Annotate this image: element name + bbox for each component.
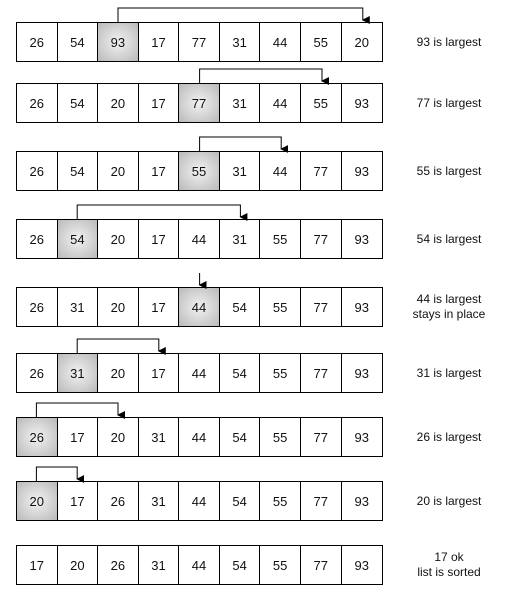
list-cell: 26: [17, 220, 58, 258]
list-cell: 20: [98, 152, 139, 190]
list-row-8: [16, 481, 383, 521]
row-caption: [385, 550, 513, 580]
list-cell: 31: [220, 220, 261, 258]
list-cell-largest: 55: [179, 152, 220, 190]
list-cell: 77: [301, 546, 342, 584]
list-cell: 93: [342, 482, 383, 520]
list-cell: 44: [179, 354, 220, 392]
caption-line: list is sorted: [417, 565, 481, 579]
list-cell-largest: 31: [58, 354, 99, 392]
list-cell: 93: [342, 418, 383, 456]
list-cell: 31: [58, 288, 99, 326]
list-cell: 54: [220, 418, 261, 456]
list-cell: 77: [301, 354, 342, 392]
row-caption: [385, 164, 513, 179]
list-cell: 17: [139, 84, 180, 122]
list-row-3: [16, 151, 383, 191]
list-cell: 55: [260, 418, 301, 456]
swap-arrow-3: [200, 137, 282, 151]
list-cell: 31: [220, 152, 261, 190]
row-caption: [385, 96, 513, 111]
list-cell-largest: 54: [58, 220, 99, 258]
list-cell: 93: [342, 220, 383, 258]
list-cell: 20: [98, 288, 139, 326]
swap-arrow-4: [77, 205, 240, 219]
list-cell: 93: [342, 546, 383, 584]
list-cell: 55: [260, 482, 301, 520]
row-caption: [385, 430, 513, 445]
list-cell: 20: [98, 220, 139, 258]
list-cell: 77: [301, 152, 342, 190]
row-caption: [385, 494, 513, 509]
list-cell: 44: [179, 220, 220, 258]
list-cell: 93: [342, 288, 383, 326]
list-cell: 26: [17, 288, 58, 326]
caption-line: 31 is largest: [416, 365, 482, 380]
list-cell: 31: [220, 23, 261, 61]
list-cell: 93: [342, 354, 383, 392]
caption-line: 54 is largest: [416, 231, 482, 246]
row-caption: [385, 232, 513, 247]
list-cell: 54: [220, 482, 261, 520]
list-cell: 55: [301, 23, 342, 61]
caption-line: 93 is largest: [416, 34, 482, 49]
list-cell: 17: [139, 288, 180, 326]
list-cell: 55: [260, 546, 301, 584]
swap-arrow-7: [36, 403, 118, 417]
list-cell: 77: [301, 288, 342, 326]
list-cell: 26: [17, 354, 58, 392]
list-row-7: [16, 417, 383, 457]
list-row-9: [16, 545, 383, 585]
swap-arrow-8: [36, 467, 77, 481]
swap-arrow-6: [77, 339, 159, 353]
list-cell: 17: [139, 23, 180, 61]
swap-arrow-2: [200, 69, 322, 83]
list-cell: 93: [342, 152, 383, 190]
list-cell: 77: [301, 418, 342, 456]
caption-line: 26 is largest: [416, 429, 482, 444]
list-cell: 44: [179, 418, 220, 456]
list-cell: 20: [98, 354, 139, 392]
list-cell: 44: [260, 23, 301, 61]
list-cell: 20: [58, 546, 99, 584]
list-cell: 17: [17, 546, 58, 584]
list-cell: 77: [179, 23, 220, 61]
caption-line: 55 is largest: [416, 163, 482, 178]
list-cell: 44: [260, 152, 301, 190]
list-cell: 17: [139, 220, 180, 258]
list-cell: 55: [260, 220, 301, 258]
list-row-1: [16, 22, 383, 62]
list-cell: 26: [17, 84, 58, 122]
list-cell: 54: [220, 288, 261, 326]
list-cell: 20: [342, 23, 383, 61]
caption-line: 44 is largest: [416, 292, 482, 306]
list-cell: 31: [220, 84, 261, 122]
row-caption: [385, 366, 513, 381]
list-cell: 54: [220, 546, 261, 584]
list-cell: 31: [139, 546, 180, 584]
list-cell: 17: [58, 482, 99, 520]
list-cell: 54: [58, 23, 99, 61]
list-row-2: [16, 83, 383, 123]
list-cell: 44: [260, 84, 301, 122]
list-cell: 44: [179, 482, 220, 520]
list-cell: 77: [301, 482, 342, 520]
list-cell: 26: [98, 546, 139, 584]
list-cell: 54: [220, 354, 261, 392]
list-cell: 17: [139, 354, 180, 392]
list-cell: 31: [139, 418, 180, 456]
list-cell: 54: [58, 152, 99, 190]
list-cell-largest: 44: [179, 288, 220, 326]
list-cell: 77: [301, 220, 342, 258]
caption-line: 20 is largest: [416, 493, 482, 508]
list-cell: 44: [179, 546, 220, 584]
caption-line: stays in place: [412, 307, 486, 321]
list-cell: 20: [98, 418, 139, 456]
list-row-4: [16, 219, 383, 259]
list-cell: 31: [139, 482, 180, 520]
list-cell-largest: 20: [17, 482, 58, 520]
row-caption: [385, 292, 513, 322]
list-cell: 17: [58, 418, 99, 456]
row-caption: [385, 35, 513, 50]
swap-arrow-1: [118, 8, 363, 22]
list-cell-largest: 77: [179, 84, 220, 122]
list-cell: 26: [17, 23, 58, 61]
list-cell: 93: [342, 84, 383, 122]
list-cell: 26: [17, 152, 58, 190]
list-cell-largest: 26: [17, 418, 58, 456]
list-cell: 26: [98, 482, 139, 520]
list-cell: 55: [260, 354, 301, 392]
list-cell: 20: [98, 84, 139, 122]
list-row-5: [16, 287, 383, 327]
list-cell: 54: [58, 84, 99, 122]
list-cell: 55: [301, 84, 342, 122]
list-cell-largest: 93: [98, 23, 139, 61]
list-cell: 17: [139, 152, 180, 190]
list-cell: 55: [260, 288, 301, 326]
list-row-6: [16, 353, 383, 393]
caption-line: 77 is largest: [416, 95, 482, 110]
caption-line: 17 ok: [434, 550, 464, 564]
